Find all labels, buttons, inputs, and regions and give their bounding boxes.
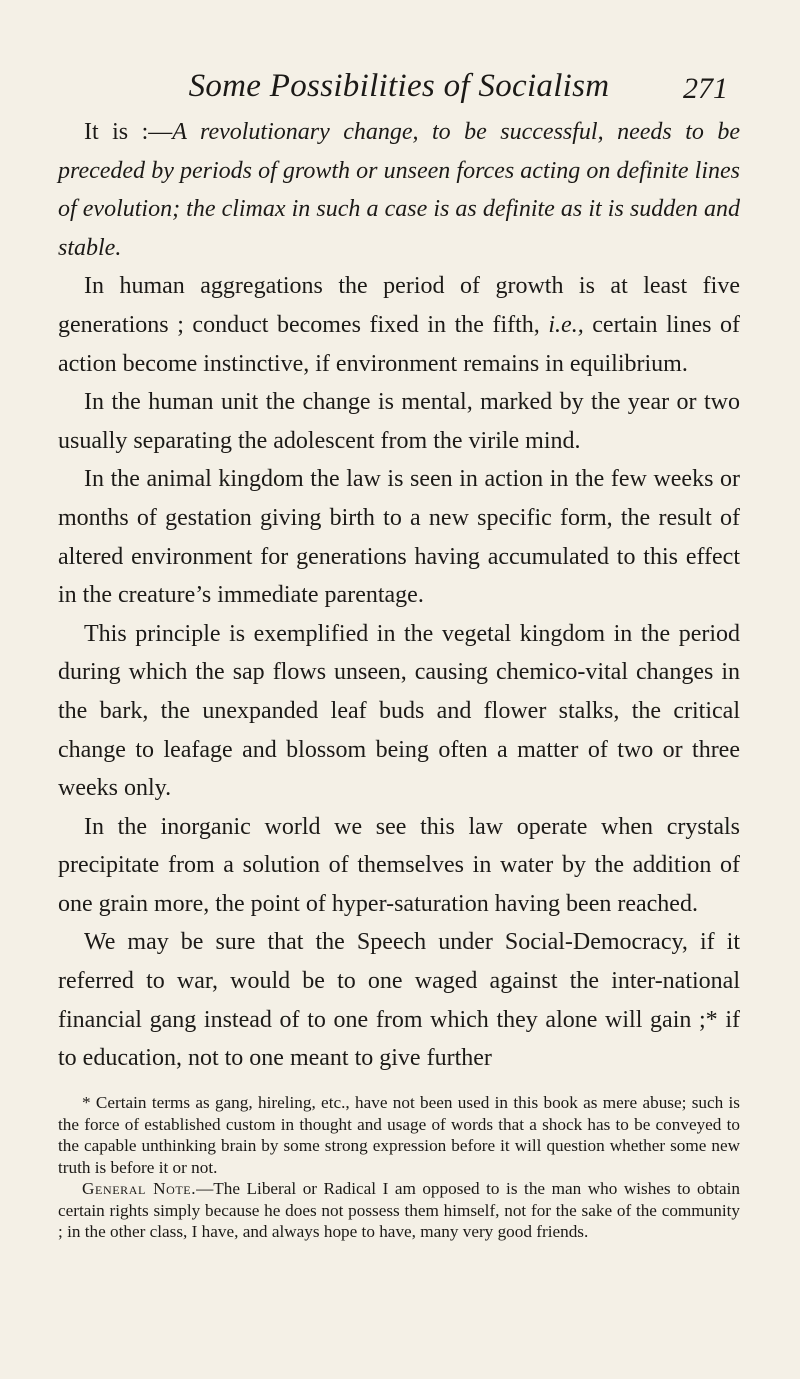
paragraph-3: In the human unit the change is mental, marked by the year or two usually separating the adolescent from the virile mind. [58, 389, 740, 454]
paragraph-1 [58, 113, 740, 267]
paragraph-6: In the inorganic world we see this law operate when crystals precipitate from a solution of themselves in water by the addition of one grain more, the point of hyper-saturation having been reached. [58, 813, 740, 917]
paragraph-2-part-a: In human aggregations the period of growth is at least five generations ; conduct becomes fixed in the fifth, [58, 273, 740, 338]
paragraph-1-italic: A revolutionary change, to be successful, needs to be preceded by periods of growth or unseen forces acting on definite lines of evolution; the climax in such a case is as definite as it is sudden and stable. [58, 119, 740, 261]
running-title: Some Possibilities of Socialism [188, 68, 610, 104]
paragraph-5: This principle is exemplified in the vegetal kingdom in the period during which the sap flows unseen, causing chemico-vital changes in the bark, the unexpanded leaf buds and flower stalks, the critical change to leafage and blossom being often a matter of two or three weeks only. [58, 620, 740, 802]
paragraph-7: We may be sure that the Speech under Social-Democracy, if it referred to war, would be to one waged against the inter-national financial gang instead of to one from which they alone will gain ;* if to education, not to one meant to give further [58, 929, 740, 1072]
footnotes [58, 1092, 740, 1243]
paragraph-1-lead: It is :— [84, 119, 173, 145]
paragraph-2-ie: i.e., [548, 311, 584, 338]
footnote-2-label: General Note. [82, 1179, 197, 1198]
paragraph-4: In the animal kingdom the law is seen in action in the few weeks or months of gestation giving birth to a new specific form, the result of altered environment for generations having accumulated to this effect in the creature’s immediate parentage. [58, 466, 740, 609]
page-number: 271 [683, 72, 728, 105]
paragraph-2 [58, 267, 740, 383]
running-head [58, 66, 740, 106]
footnote-2 [58, 1178, 740, 1243]
footnote-1: * Certain terms as gang, hireling, etc., have not been used in this book as mere abuse; such is the force of established custom in thought and usage of words that a shock has to be conveyed to the capable unthinking brain by some strong expression before it will question whether some new truth is before it or not. [58, 1093, 740, 1177]
footnote-2-text: —The Liberal or Radical I am opposed to is the man who wishes to obtain certain rights simply because he does not possess them himself, not for the sake of the community ; in the other class, I have, and always hope to have, many very good friends. [58, 1179, 740, 1241]
paragraph-2-part-b: certain lines of action become instinctive, if environment remains in equilibrium. [58, 311, 741, 377]
body-text [58, 113, 740, 1078]
